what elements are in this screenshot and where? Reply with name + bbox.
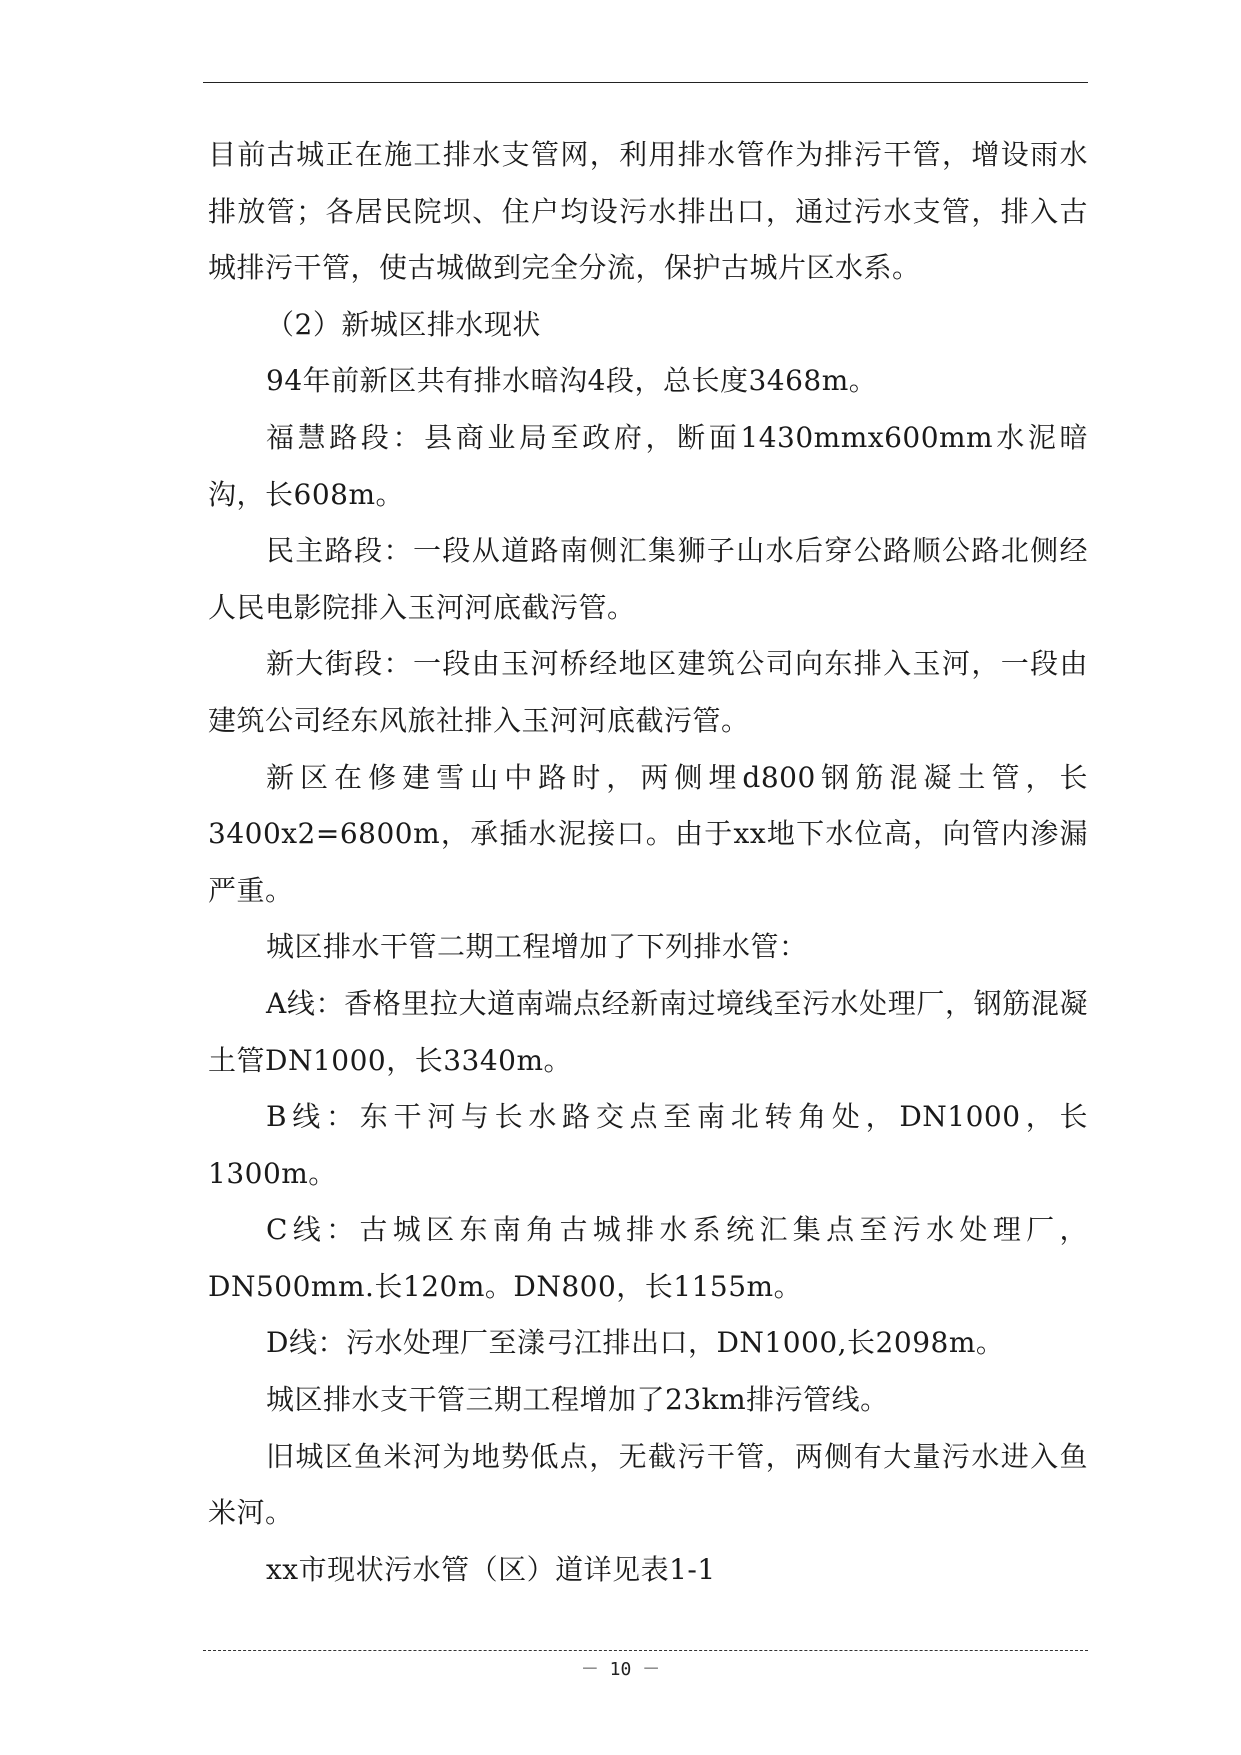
paragraph: 新大街段：一段由玉河桥经地区建筑公司向东排入玉河，一段由建筑公司经东风旅社排入玉河河底截污管。 [208,647,1088,737]
paragraph: 民主路段：一段从道路南侧汇集狮子山水后穿公路顺公路北侧经人民电影院排入玉河河底截污管。 [208,534,1088,624]
paragraph: xx市现状污水管（区）道详见表1-1 [266,1552,716,1586]
paragraph: A线：香格里拉大道南端点经新南过境线至污水处理厂，钢筋混凝土管DN1000，长3340m。 [208,986,1088,1077]
paragraph: 城区排水干管二期工程增加了下列排水管： [266,930,808,964]
paragraph: D线：污水处理厂至漾弓江排出口，DN1000,长2098m。 [266,1326,1005,1360]
paragraph: C线：古城区东南角古城排水系统汇集点至污水处理厂，DN500mm.长120m。DN800，长1155m。 [208,1213,1088,1303]
page-number: － 10 － [580,1659,661,1680]
paragraph: 新区在修建雪山中路时，两侧埋d800钢筋混凝土管，长3400x2=6800m，承插水泥接口。由于xx地下水位高，向管内渗漏严重。 [208,760,1088,907]
paragraph: 94年前新区共有排水暗沟4段，总长度3468m。 [266,364,878,398]
footer-rule [203,1650,1088,1651]
paragraph: 目前古城正在施工排水支管网，利用排水管作为排污干管，增设雨水排放管；各居民院坝、住户均设污水排出口，通过污水支管，排入古城排污干管，使古城做到完全分流，保护古城片区水系。 [208,138,1088,285]
paragraph: 福慧路段：县商业局至政府，断面1430mmx600mm水泥暗沟，长608m。 [208,420,1088,511]
header-rule [203,82,1088,83]
paragraph: 城区排水支干管三期工程增加了23km排污管线。 [266,1383,889,1417]
paragraph: B线：东干河与长水路交点至南北转角处，DN1000，长1300m。 [208,1100,1088,1190]
document-body [208,127,1088,1598]
section-heading: （2）新城区排水现状 [266,307,541,341]
paragraph: 旧城区鱼米河为地势低点，无截污干管，两侧有大量污水进入鱼米河。 [208,1439,1088,1530]
